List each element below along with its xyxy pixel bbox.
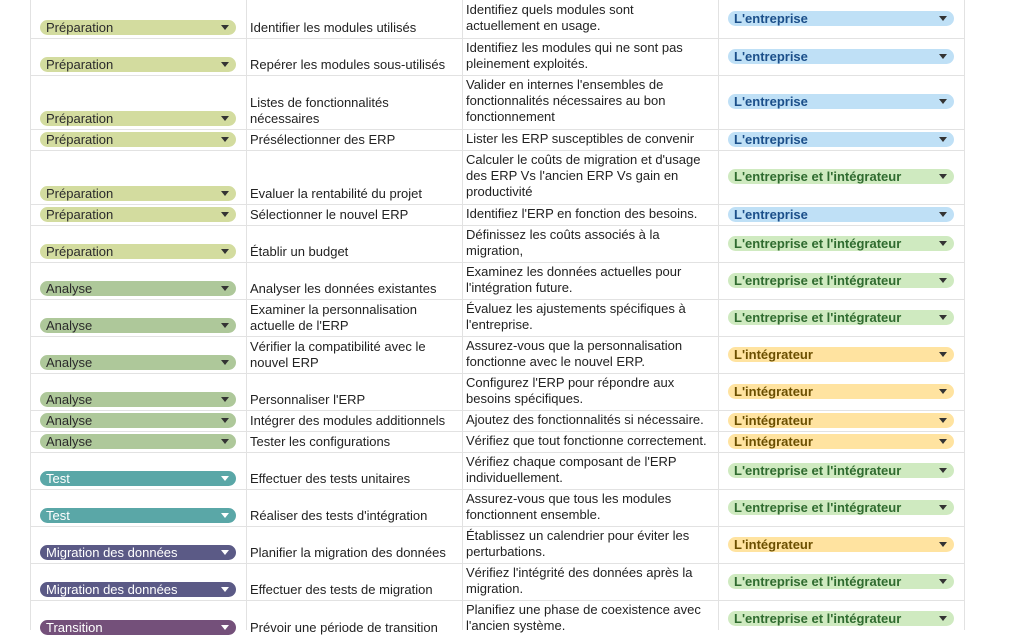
dropdown-arrow-icon	[939, 137, 947, 142]
description-text: Assurez-vous que tous les modules fonctionnent ensemble.	[466, 491, 672, 522]
task-cell	[247, 336, 462, 373]
dropdown-arrow-icon	[221, 323, 229, 328]
chip-label: L'entreprise	[734, 206, 808, 222]
phase-dropdown[interactable]	[40, 392, 236, 407]
dropdown-arrow-icon	[939, 241, 947, 246]
dropdown-arrow-icon	[939, 439, 947, 444]
description-text: Configurez l'ERP pour répondre aux besoins spécifiques.	[466, 375, 675, 406]
chip-label: L'intégrateur	[734, 536, 813, 552]
owner-cell	[719, 75, 964, 129]
owner-dropdown[interactable]	[728, 384, 954, 399]
table-row	[0, 336, 1019, 373]
description-cell	[463, 38, 718, 75]
phase-cell	[31, 452, 246, 489]
owner-dropdown[interactable]	[728, 434, 954, 449]
table-row	[0, 0, 1019, 38]
chip-label: L'entreprise et l'intégrateur	[734, 611, 902, 626]
dropdown-arrow-icon	[939, 352, 947, 357]
task-text: Effectuer des tests de migration	[250, 582, 433, 597]
chip-label: Transition	[46, 620, 103, 635]
dropdown-arrow-icon	[939, 542, 947, 547]
dropdown-arrow-icon	[221, 418, 229, 423]
chip-label: Préparation	[46, 186, 114, 201]
table-row	[0, 489, 1019, 526]
task-text: Établir un budget	[250, 244, 349, 259]
description-text: Ajoutez des fonctionnalités si nécessaire.	[466, 412, 704, 427]
description-cell	[463, 489, 718, 526]
description-cell	[463, 129, 718, 150]
description-cell	[463, 150, 718, 204]
chip-label: L'entreprise et l'intégrateur	[734, 169, 902, 184]
description-cell	[463, 299, 718, 336]
chip-label: L'entreprise et l'intégrateur	[734, 462, 902, 478]
dropdown-arrow-icon	[221, 212, 229, 217]
chip-label: L'intégrateur	[734, 433, 813, 449]
task-text: Prévoir une période de transition	[250, 620, 438, 635]
task-cell	[247, 373, 462, 410]
task-text: Tester les configurations	[250, 434, 391, 449]
description-cell	[463, 600, 718, 638]
row-border	[30, 489, 964, 490]
chip-label: Test	[46, 508, 70, 523]
phase-cell	[31, 600, 246, 638]
row-border	[30, 75, 964, 76]
owner-dropdown[interactable]	[728, 273, 954, 288]
chip-label: L'entreprise et l'intégrateur	[734, 573, 902, 589]
phase-dropdown[interactable]	[40, 318, 236, 333]
row-border	[30, 150, 964, 151]
dropdown-arrow-icon	[939, 54, 947, 59]
description-text: Évaluez les ajustements spécifiques à l'entreprise.	[466, 301, 686, 332]
task-text: Intégrer des modules additionnels	[250, 413, 446, 428]
task-cell	[247, 299, 462, 336]
description-cell	[463, 204, 718, 225]
dropdown-arrow-icon	[221, 116, 229, 121]
task-text: Analyser les données existantes	[250, 281, 437, 296]
dropdown-arrow-icon	[221, 191, 229, 196]
task-text: Repérer les modules sous-utilisés	[250, 57, 446, 72]
chip-label: L'entreprise et l'intégrateur	[734, 499, 902, 515]
phase-dropdown[interactable]	[40, 545, 236, 560]
phase-cell	[31, 526, 246, 563]
owner-cell	[719, 336, 964, 373]
row-border	[30, 129, 964, 130]
description-cell	[463, 75, 718, 129]
dropdown-arrow-icon	[221, 286, 229, 291]
owner-cell	[719, 452, 964, 489]
description-text: Vérifiez l'intégrité des données après la migration.	[466, 565, 693, 596]
table-row	[0, 299, 1019, 336]
owner-dropdown[interactable]	[728, 94, 954, 109]
dropdown-arrow-icon	[939, 389, 947, 394]
phase-dropdown[interactable]	[40, 20, 236, 35]
phase-dropdown[interactable]	[40, 355, 236, 370]
dropdown-arrow-icon	[939, 616, 947, 621]
chip-label: Test	[46, 471, 70, 486]
dropdown-arrow-icon	[221, 397, 229, 402]
description-cell	[463, 452, 718, 489]
dropdown-arrow-icon	[221, 25, 229, 30]
phase-dropdown[interactable]	[40, 132, 236, 147]
chip-label: L'entreprise et l'intégrateur	[734, 309, 902, 325]
owner-cell	[719, 489, 964, 526]
description-cell	[463, 225, 718, 262]
task-cell	[247, 431, 462, 452]
phase-cell	[31, 129, 246, 150]
owner-cell	[719, 262, 964, 299]
chip-label: L'entreprise	[734, 11, 808, 26]
chip-label: Préparation	[46, 244, 114, 259]
dropdown-arrow-icon	[939, 212, 947, 217]
owner-cell	[719, 563, 964, 600]
owner-dropdown[interactable]	[728, 413, 954, 428]
row-border	[30, 38, 964, 39]
task-cell	[247, 129, 462, 150]
table-row	[0, 373, 1019, 410]
table-row	[0, 563, 1019, 600]
owner-cell	[719, 410, 964, 431]
chip-label: Préparation	[46, 111, 114, 126]
phase-cell	[31, 204, 246, 225]
phase-dropdown[interactable]	[40, 57, 236, 72]
row-border	[30, 204, 964, 205]
task-cell	[247, 38, 462, 75]
dropdown-arrow-icon	[939, 468, 947, 473]
task-text: Sélectionner le nouvel ERP	[250, 207, 409, 222]
owner-dropdown[interactable]	[728, 574, 954, 589]
owner-cell	[719, 299, 964, 336]
owner-dropdown[interactable]	[728, 236, 954, 251]
dropdown-arrow-icon	[939, 505, 947, 510]
table-row	[0, 129, 1019, 150]
description-text: Lister les ERP susceptibles de convenir	[466, 131, 695, 146]
dropdown-arrow-icon	[221, 550, 229, 555]
row-border	[30, 373, 964, 374]
chip-label: Analyse	[46, 355, 93, 370]
dropdown-arrow-icon	[221, 587, 229, 592]
task-text: Examiner la personnalisation actuelle de l'ERP	[250, 302, 417, 333]
chip-label: L'entreprise	[734, 131, 808, 147]
phase-dropdown[interactable]	[40, 434, 236, 449]
owner-cell	[719, 526, 964, 563]
phase-cell	[31, 150, 246, 204]
task-text: Présélectionner des ERP	[250, 132, 396, 147]
phase-dropdown[interactable]	[40, 508, 236, 523]
task-cell	[247, 452, 462, 489]
chip-label: Analyse	[46, 392, 93, 407]
phase-dropdown[interactable]	[40, 186, 236, 201]
description-text: Établissez un calendrier pour éviter les perturbations.	[466, 528, 690, 559]
task-text: Evaluer la rentabilité du projet	[250, 186, 422, 201]
dropdown-arrow-icon	[221, 513, 229, 518]
table-row	[0, 150, 1019, 204]
dropdown-arrow-icon	[939, 418, 947, 423]
chip-label: L'entreprise	[734, 94, 808, 109]
chip-label: Analyse	[46, 434, 93, 449]
description-cell	[463, 0, 718, 38]
task-cell	[247, 225, 462, 262]
chip-label: L'entreprise et l'intégrateur	[734, 272, 902, 288]
description-text: Identifiez l'ERP en fonction des besoins.	[466, 206, 698, 221]
chip-label: Préparation	[46, 132, 114, 147]
task-text: Personnaliser l'ERP	[250, 392, 366, 407]
owner-cell	[719, 0, 964, 38]
description-text: Vérifiez chaque composant de l'ERP individuellement.	[466, 454, 677, 485]
description-text: Examinez les données actuelles pour l'intégration future.	[466, 264, 682, 295]
owner-dropdown[interactable]	[728, 347, 954, 362]
phase-cell	[31, 262, 246, 299]
phase-dropdown[interactable]	[40, 471, 236, 486]
table-row	[0, 75, 1019, 129]
owner-cell	[719, 225, 964, 262]
description-cell	[463, 373, 718, 410]
owner-dropdown[interactable]	[728, 169, 954, 184]
description-text: Définissez les coûts associés à la migration,	[466, 227, 660, 258]
row-border	[30, 336, 964, 337]
dropdown-arrow-icon	[221, 137, 229, 142]
chip-label: Migration des données	[46, 545, 178, 560]
description-cell	[463, 262, 718, 299]
dropdown-arrow-icon	[939, 579, 947, 584]
task-cell	[247, 204, 462, 225]
task-cell	[247, 0, 462, 38]
description-text: Vérifiez que tout fonctionne correctement.	[466, 433, 707, 448]
table-row	[0, 452, 1019, 489]
chip-label: L'entreprise	[734, 48, 808, 64]
table-row	[0, 600, 1019, 638]
row-border	[30, 452, 964, 453]
task-text: Réaliser des tests d'intégration	[250, 508, 428, 523]
row-border	[30, 225, 964, 226]
chip-label: Analyse	[46, 281, 93, 296]
row-border	[30, 410, 964, 411]
task-cell	[247, 75, 462, 129]
table-row	[0, 410, 1019, 431]
description-text: Identifiez quels modules sont actuellement en usage.	[466, 2, 634, 33]
phase-dropdown[interactable]	[40, 281, 236, 296]
owner-cell	[719, 129, 964, 150]
dropdown-arrow-icon	[939, 174, 947, 179]
owner-cell	[719, 373, 964, 410]
task-text: Effectuer des tests unitaires	[250, 471, 411, 486]
description-cell	[463, 431, 718, 452]
task-cell	[247, 489, 462, 526]
dropdown-arrow-icon	[939, 315, 947, 320]
row-border	[30, 262, 964, 263]
chip-label: Analyse	[46, 413, 93, 428]
task-text: Identifier les modules utilisés	[250, 20, 417, 35]
phase-dropdown[interactable]	[40, 244, 236, 259]
phase-dropdown[interactable]	[40, 111, 236, 126]
chip-label: Préparation	[46, 57, 114, 72]
owner-cell	[719, 38, 964, 75]
phase-cell	[31, 0, 246, 38]
table-row	[0, 431, 1019, 452]
chip-label: L'entreprise et l'intégrateur	[734, 235, 902, 251]
task-text: Planifier la migration des données	[250, 545, 446, 560]
task-cell	[247, 600, 462, 638]
task-text: Listes de fonctionnalités nécessaires	[250, 95, 389, 126]
table-row	[0, 38, 1019, 75]
owner-dropdown[interactable]	[728, 611, 954, 626]
owner-dropdown[interactable]	[728, 537, 954, 552]
dropdown-arrow-icon	[939, 99, 947, 104]
phase-dropdown[interactable]	[40, 582, 236, 597]
dropdown-arrow-icon	[221, 62, 229, 67]
dropdown-arrow-icon	[221, 439, 229, 444]
description-cell	[463, 410, 718, 431]
phase-cell	[31, 299, 246, 336]
chip-label: Préparation	[46, 20, 114, 35]
owner-cell	[719, 204, 964, 225]
task-cell	[247, 262, 462, 299]
row-border	[30, 563, 964, 564]
phase-dropdown[interactable]	[40, 207, 236, 222]
chip-label: L'intégrateur	[734, 383, 813, 399]
description-cell	[463, 526, 718, 563]
owner-dropdown[interactable]	[728, 463, 954, 478]
table-row	[0, 526, 1019, 563]
phase-cell	[31, 373, 246, 410]
phase-cell	[31, 75, 246, 129]
dropdown-arrow-icon	[221, 625, 229, 630]
description-text: Valider en internes l'ensembles de fonctionnalités nécessaires au bon fonctionnement	[466, 77, 666, 124]
owner-dropdown[interactable]	[728, 310, 954, 325]
phase-cell	[31, 489, 246, 526]
task-cell	[247, 410, 462, 431]
phase-dropdown[interactable]	[40, 413, 236, 428]
chip-label: Analyse	[46, 318, 93, 333]
table-row	[0, 225, 1019, 262]
dropdown-arrow-icon	[939, 16, 947, 21]
description-text: Calculer le coûts de migration et d'usage des ERP Vs l'ancien ERP Vs gain en productivité	[466, 152, 701, 199]
description-cell	[463, 336, 718, 373]
phase-cell	[31, 225, 246, 262]
task-text: Vérifier la compatibilité avec le nouvel ERP	[250, 339, 426, 370]
phase-cell	[31, 336, 246, 373]
chip-label: L'intégrateur	[734, 412, 813, 428]
row-border	[30, 431, 964, 432]
task-cell	[247, 526, 462, 563]
description-text: Identifiez les modules qui ne sont pas pleinement exploités.	[466, 40, 683, 71]
owner-cell	[719, 600, 964, 638]
table-row	[0, 204, 1019, 225]
phase-cell	[31, 431, 246, 452]
chip-label: Migration des données	[46, 582, 178, 597]
description-text: Planifiez une phase de coexistence avec l'ancien système.	[466, 602, 701, 633]
task-cell	[247, 563, 462, 600]
dropdown-arrow-icon	[221, 360, 229, 365]
phase-cell	[31, 38, 246, 75]
owner-dropdown[interactable]	[728, 11, 954, 26]
dropdown-arrow-icon	[221, 249, 229, 254]
row-border	[30, 526, 964, 527]
chip-label: Préparation	[46, 207, 114, 222]
dropdown-arrow-icon	[221, 476, 229, 481]
phase-cell	[31, 563, 246, 600]
owner-dropdown[interactable]	[728, 500, 954, 515]
table-row	[0, 262, 1019, 299]
owner-cell	[719, 431, 964, 452]
row-border	[30, 299, 964, 300]
owner-cell	[719, 150, 964, 204]
task-cell	[247, 150, 462, 204]
owner-dropdown[interactable]	[728, 132, 954, 147]
owner-dropdown[interactable]	[728, 49, 954, 64]
phase-dropdown[interactable]	[40, 620, 236, 635]
description-text: Assurez-vous que la personnalisation fonctionne avec le nouvel ERP.	[466, 338, 683, 369]
dropdown-arrow-icon	[939, 278, 947, 283]
phase-cell	[31, 410, 246, 431]
chip-label: L'intégrateur	[734, 346, 813, 362]
row-border	[30, 600, 964, 601]
description-cell	[463, 563, 718, 600]
owner-dropdown[interactable]	[728, 207, 954, 222]
